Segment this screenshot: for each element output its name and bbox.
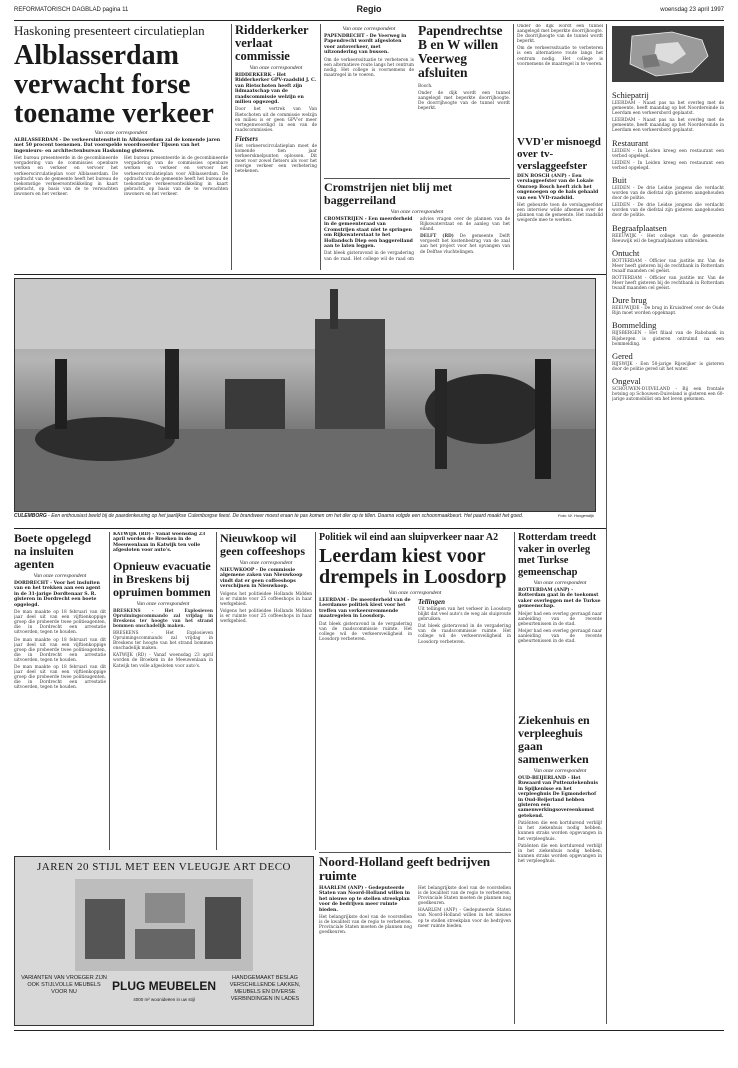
article-lead: HAARLEM (ANP) - Gedeputeerde Staten van Noord-Holland willen in het nieuwe op te stellen streekplan voor de bedrijven meer ruimte bieden.	[319, 886, 411, 913]
sidebar-divider	[606, 24, 607, 1024]
article-byline: Van onze correspondent	[388, 590, 442, 596]
article-body-2: Het belangrijkste doel van de voorstellen is de kwaliteit van de regio te verbeteren. Provinciale Staten moeten de plannen nog goedkeuren.	[418, 886, 511, 907]
section-rule	[324, 178, 510, 179]
article-body: Meijer had een overleg gevraagd naar aanleiding van de recente gebeurtenissen in de stad.	[518, 611, 602, 627]
article-ziekenhuis	[518, 714, 602, 1024]
article-byline: Van onze correspondent	[533, 580, 587, 586]
article-byline: Van onze correspondent	[33, 573, 87, 579]
sidebar-item-title: Ontucht	[612, 247, 640, 258]
article-headline: Opnieuw evacuatie in Breskens bij opruimen bommen	[113, 558, 211, 599]
article-byline: Van onze correspondent	[533, 768, 587, 774]
sidebar-item-body-2: LEERDAM - Naast pas na het overleg met de gemeente, heeft maandag op het Noordereinde in Leerdam een verkeersbord geplaatst.	[612, 118, 724, 134]
article-lead: NIEUWKOOP - De commissie algemene zaken van Nieuwkoop vindt dat er geen coffeeshops verschijnen in Nieuwkoop.	[220, 568, 303, 590]
article-body: Patiënten die een kortdurend verblijf in het ziekenhuis nodig hebben, kunnen straks worden opgevangen in het verpleeghuis.	[518, 821, 602, 842]
article-byline: Van onze correspondent	[136, 600, 190, 607]
column-divider	[320, 24, 321, 270]
article-byline: Van onze correspondent	[342, 26, 396, 32]
sidebar-item-body: ROTTERDAM - Officier van justitie mr. Van de Meer heeft gisteren bij de rechtbank in Rotterdam twaalf maanden cel geëist.	[612, 258, 724, 274]
ad-headline: JAREN 20 STIJL MET EEN VLEUGJE ART DECO	[36, 861, 292, 873]
article-kicker: Haskoning presenteert circulatieplan	[14, 24, 205, 38]
article-papendrecht-text	[324, 24, 414, 176]
article-lead: ALBLASSERDAM - De verkeersintensiteit in Alblasserdam zal de komende jaren met 50 procent toenemen. Dat voorspelde woordvoerder Tijssen van het ingenieurs- en architectenbureau Haskoning gisteren.	[14, 138, 221, 154]
column-divider	[315, 532, 316, 850]
sidebar-item-body: LEERDAM - Naast pas na het overleg met de gemeente, heeft maandag op het Noordereinde in Leerdam een verkeersbord geplaatst.	[612, 101, 724, 117]
article-body: Dat bleek gisteravond in de vergadering van de raadscommissie ruimte. Het college wil de verkeersveiligheid in Loosdorp verbeteren.	[319, 621, 412, 642]
sidebar-item-body: RIJSWIJK - Een 50-jarige Rijswijker is gisteren door de politie gered uit het water.	[612, 361, 724, 372]
sidebar-item-title: Buit	[612, 174, 627, 185]
article-lead: CROMSTRIJEN - Een meerderheid in de gemeenteraad van Cromstrijen staat niet te springen om Rijkswaterstaat te het Hollandsch Diep een baggereiland aan te laten leggen.	[324, 217, 413, 250]
article-byline: Van onze correspondent	[239, 560, 293, 566]
sidebar-item-title: Schiepatrij	[612, 90, 649, 100]
ad-address: 4000 m² woonideëen in uw stijl	[133, 997, 195, 1002]
article-headline: Papendrechtse B en W willen Veerweg afsluiten	[418, 24, 503, 80]
column-divider	[514, 532, 515, 1024]
article-byline: Van onze correspondent	[94, 130, 148, 136]
article-leerdam	[319, 532, 511, 850]
article-lead: ROTTERDAM (ANP) - Rotterdam gaat in de toekomst vaker overleggen met de Turkse gemeenschap.	[518, 588, 601, 610]
caption-text: - Een enthousiast beeld bij de paardenkeuring op het jaarlijkse Culemborgse feest. De brandweer moest eraan te pas komen om het dier op te tillen. Daarna volgde een schoonmaakbeurt. Het paard maakt het goed.	[48, 513, 524, 519]
sidebar-item-title: Ongeval	[612, 375, 641, 386]
sidebar-item-title: Restaurant	[612, 137, 649, 148]
column-divider	[109, 532, 110, 850]
article-body-2: Meijer had een overleg gevraagd naar aanleiding van de recente gebeurtenissen in de stad.	[518, 628, 602, 645]
photo-scene	[15, 279, 595, 511]
article-byline: Van onze correspondent	[390, 209, 444, 215]
article-body-3: Dat bleek gisteravond in de vergadering van de raadscommissie ruimte. Het college wil de verkeersveiligheid in Loosdorp verbeteren.	[418, 624, 511, 645]
article-body-2: Patiënten die een kortdurend verblijf in het ziekenhuis nodig hebben, kunnen straks worden opgevangen in het verpleeghuis.	[518, 843, 602, 864]
column-divider	[231, 24, 232, 270]
article-body-2: Het bureau presenteerde in de gecombineerde vergadering van de commissies openbare werken en verkeer en vervoer het verkeerscirculatieplan voor Alblasserdam. De opdracht van de gemeente heeft het bureau de toekomstige verkeersontwikkeling in kaart gebracht, op basis van de te verwachten inwoners en het verkeer.	[124, 156, 228, 197]
article-kicker: Politiek wil eind aan sluipverkeer naar A2	[319, 532, 499, 543]
article-body: Het bureau presenteerde in de gecombineerde vergadering van de commissies openbare werken en verkeer en vervoer het verkeerscirculatieplan voor Alblasserdam. De opdracht van de gemeente heeft het bureau de toekomstige verkeersontwikkeling in kaart gebracht, op basis van de te verwachten inwoners en het verkeer.	[14, 156, 118, 197]
column-divider	[513, 24, 514, 270]
article-papendrecht	[418, 24, 510, 176]
issue-date: woensdag 23 april 1997	[660, 7, 724, 13]
sidebar-item-body-2: ROTTERDAM - Officier van justitie mr. Van de Meer heeft gisteren bij de rechtbank in Rotterdam twaalf maanden cel geëist.	[612, 275, 724, 292]
furniture-advertisement	[14, 856, 314, 1026]
sidebar-item-body-2: LEIDEN - De drie Leidse jongens die verdacht worden van de diefstal zijn gisteren aangehouden door de politie.	[612, 203, 724, 219]
news-sidebar	[612, 86, 724, 1046]
article-boete	[14, 532, 106, 850]
article-headline: Noord-Holland geeft bedrijven ruimte	[319, 855, 491, 883]
sidebar-item-body-2: LEIDEN - In Leiden kreeg een restaurant een verbod opgelegd.	[612, 160, 724, 171]
article-body: Het gebeurde toen de verslaggeefster een interview wilde afnemen over de plannen van de gemeente. Het raadslid weigerde mee te werken.	[517, 203, 603, 224]
sidebar-item-body: REEUWIJDE - De brug in Kruisdreef over de Oude Rijn moet worden opgeknapt.	[612, 306, 724, 317]
ad-left-text: VARIANTEN VAN VROEGER ZIJN OOK STIJLVOLLE MEUBELS VOOR NU	[21, 975, 107, 995]
article-vvd	[517, 136, 603, 270]
article-subhead: Fietsers	[235, 134, 258, 143]
article-headline: Nieuwkoop wil geen coffeeshops	[220, 532, 305, 558]
ad-right-text: HANDGEMAAKT BESLAG VERSCHILLENDE LAKKEN, MEUBELS EN DIVERSE VERBINDINGEN IN LADES	[229, 975, 301, 1002]
caption-location: CULEMBORG	[14, 513, 47, 519]
brief-katwijk: KATWIJK (RD) - Vanaf woensdag 23 april worden de Broeken in de Meeuwenlaan in Katwijk ten volle afgesloten voor auto's.	[113, 532, 206, 554]
article-noord-holland	[319, 855, 511, 1025]
photo-caption	[14, 513, 594, 519]
article-lead: Bosch.	[418, 84, 433, 89]
article-body: BRESKENS - Het Explosieven Opruimingscommando zal vrijdag in Breskens ter hoogte van het strand bommen onschadelijk maken.	[113, 631, 213, 652]
sidebar-item-title: Begraafplaatsen	[612, 222, 667, 233]
article-alblasserdam	[14, 24, 228, 270]
article-headline: Boete opgelegd na insluiten agenten	[14, 532, 91, 571]
article-headline: Ziekenhuis en verpleeghuis gaan samenwerken	[518, 714, 590, 766]
sidebar-item-body: RIJSBERGEN - Het filiaal van de Rabobank in Rijsbergen is gisteren ontruimd na een bommelding.	[612, 331, 724, 347]
article-headline: VVD'er misnoegd over tv-verslaggeefster	[517, 136, 601, 172]
sidebar-item-body: REEUWIJK - Het college van de gemeente Reeuwijk wil de begraafplaatsen uitbreiden.	[612, 233, 724, 244]
header-rule	[14, 20, 724, 21]
ad-furniture-image	[75, 879, 253, 971]
sidebar-item-title: Gered	[612, 350, 633, 361]
article-lead: LEERDAM - De meerderheid van de Leerdamse politiek kiest voor het treffen van verkeersremmende maatregelen in Loosdorp.	[319, 598, 411, 620]
article-lead: PAPENDRECHT - De Veerweg in Papendrecht wordt afgesloten voor autoverkeer, met uitzondering van bussen.	[324, 34, 407, 56]
article-rotterdam	[518, 532, 602, 712]
article-lead: OUD-BEIJERLAND - Het Ruwaard van Puttenziekenhuis in Spijkenisse en het verpleeghuis De Egmonderhof in Oud-Beijerland hebben gisteren een samenwerkingsovereenkomst getekend.	[518, 776, 598, 819]
article-body: Om de verkeerssituatie te verbeteren is een alternatieve route langs het centrum nodig. Het college is voornemens de maatregel in te voeren.	[324, 57, 414, 78]
article-body-2: De gemeente Delft vergoedt het kostenbedrag van de zaal aan het project voor het opvangen van de Delftse vluchtelingen.	[420, 234, 510, 255]
article-dateline: DELFT (RD)	[420, 234, 454, 240]
photo-rule	[14, 274, 606, 275]
article-body-3: HAARLEM (ANP) - Gedeputeerde Staten van Noord-Holland willen in het nieuwe op te stellen streekplan voor de bedrijven meer ruimte bieden.	[418, 908, 511, 929]
sidebar-item-body: LEIDEN - De drie Leidse jongens die verdacht worden van de diefstal zijn gisteren aangehouden door de politie.	[612, 185, 724, 202]
article-headline: Alblasserdam verwacht forse toename verkeer	[14, 40, 214, 129]
article-nieuwkoop	[220, 532, 312, 850]
map-graphic	[612, 26, 724, 82]
article-headline: Ridderkerker verlaat commissie	[235, 24, 309, 63]
article-headline: Leerdam kiest voor drempels in Loosdorp	[319, 545, 507, 588]
article-headline: Rotterdam treedt vaker in overleg met Turkse gemeenschap	[518, 532, 597, 578]
article-cromstrijen	[324, 181, 510, 270]
sidebar-item-body: SCHOUWEN-DUIVELAND - Bij een frontale botsing op Schouwen-Duiveland is gisteren een 60-jarige automobilist om het leven gekomen.	[612, 386, 724, 403]
article-body: Door het vertrek van Van Rietschoten uit de commissie welzijn en milieu is er geen GPV'er meer vertegenwoordigd in een van de raadscommissies.	[235, 107, 317, 133]
page-header	[14, 4, 724, 18]
article-continued	[517, 24, 603, 132]
article-body: Onder de dijk wordt een tunnel aangelegd met beperkte doorrijhoogte. De doorrijhoogte van de tunnel wordt beperkt.	[517, 24, 603, 45]
article-body-2: Uit tellingen van het verkeer in Loosdorp blijkt dat veel auto's de weg als sluiproute gebruiken.	[418, 607, 511, 623]
article-body-2: KATWIJK (RD) - Vanaf woensdag 23 april worden de Broeken in de Meeuwenlaan in Katwijk ten volle afgesloten voor auto's.	[113, 653, 213, 669]
article-lead: DORDRECHT - Voor het insluiten van en het trekken aan een agent in de 31-jarige Dordtenaar S. R. gisteren in Dordrecht een boete opgelegd.	[14, 581, 101, 608]
paper-page-label: REFORMATORISCH DAGBLAD pagina 11	[14, 7, 129, 13]
photo-credit: Foto: W. Hoogendijk	[557, 513, 594, 518]
section-title: Regio	[356, 4, 382, 14]
article-body-2: Om de verkeerssituatie te verbeteren is een alternatieve route langs het centrum nodig. Het college is voornemens de maatregel in te voeren.	[517, 46, 603, 67]
article-body-2: Het verkeerscirculatieplan moet de komende tien jaar verkeersknelpunten oplossen. Dit moet voor zowel fietsers als voor het overige verkeer een verbetering betekenen.	[235, 143, 317, 175]
article-ridderkerk	[235, 24, 317, 270]
footer-rule	[14, 1030, 724, 1031]
sidebar-item-title: Bommelding	[612, 320, 657, 331]
article-body: Volgens het politieidee Hollands Midden is er ruimte voor 25 coffeeshops in haar werkgebied.	[220, 591, 312, 607]
article-body-2: De man maakte op 18 februari van dit jaar deel uit van een vijftienkoppige groep die probeerde twee politieagenten, die in Dordrecht een arrestatie uitvoerden, tegen te houden.	[14, 637, 106, 663]
column-divider	[216, 532, 217, 850]
sidebar-item-body: LEIDEN - In Leiden kreeg een restaurant een verbod opgelegd.	[612, 148, 724, 159]
article-body-3: De man maakte op 18 februari van dit jaar deel uit van een vijftienkoppige groep die probeerde twee politieagenten, die in Dordrecht een arrestatie uitvoerden, tegen te houden.	[14, 664, 106, 691]
article-body: Het belangrijkste doel van de voorstellen is de kwaliteit van de regio te verbeteren. Provinciale Staten moeten de plannen nog goedkeuren.	[319, 915, 412, 936]
article-subhead: Tellingen	[418, 598, 445, 606]
article-lead: RIDDERKERK - Het Ridderkerker GPV-raadslid J. C. van Rietschoten heeft zijn lidmaatschap van de raadscommissie welzijn en milieu opgezegd.	[235, 73, 317, 106]
article-body: Onder de dijk wordt een tunnel aangelegd met beperkte doorrijhoogte. De doorrijhoogte van de tunnel wordt beperkt.	[418, 91, 510, 112]
section-rule	[319, 852, 511, 853]
article-body: De man maakte op 18 februari van dit jaar deel uit van een vijftienkoppige groep die probeerde twee politieagenten, die in Dordrecht een arrestatie uitvoerden, tegen te houden.	[14, 610, 106, 636]
ad-logo: PLUG MEUBELEN	[111, 979, 216, 993]
article-breskens	[113, 532, 213, 850]
article-lead: DEN BOSCH (ANP) - Een verslaggeefster van de Lokale Omroep Bosch heeft zich het ongenoegen op de hals gehaald van een VVD-raadslid.	[517, 174, 599, 201]
article-headline: Cromstrijen niet blij met baggerreiland	[324, 181, 453, 207]
horse-photo	[14, 278, 596, 512]
regional-map	[612, 26, 724, 82]
section-rule	[14, 528, 606, 529]
article-body-2: Volgens het politieidee Hollands Midden is er ruimte voor 25 coffeeshops in haar werkgebied.	[220, 608, 312, 625]
article-body: Dat bleek gisteravond in de vergadering van de raad. Het college wil de raad om advies vragen over de plannen van de Rijkswaterstaat en de aanleg van het eiland.	[324, 217, 510, 262]
article-lead: BRESKENS - Het Explosieven Opruimingscommando zal vrijdag in Breskens ter hoogte van het strand bommen onschadelijk maken.	[113, 608, 213, 629]
sidebar-item-title: Dure brug	[612, 295, 647, 306]
article-byline: Van onze correspondent	[249, 65, 303, 71]
